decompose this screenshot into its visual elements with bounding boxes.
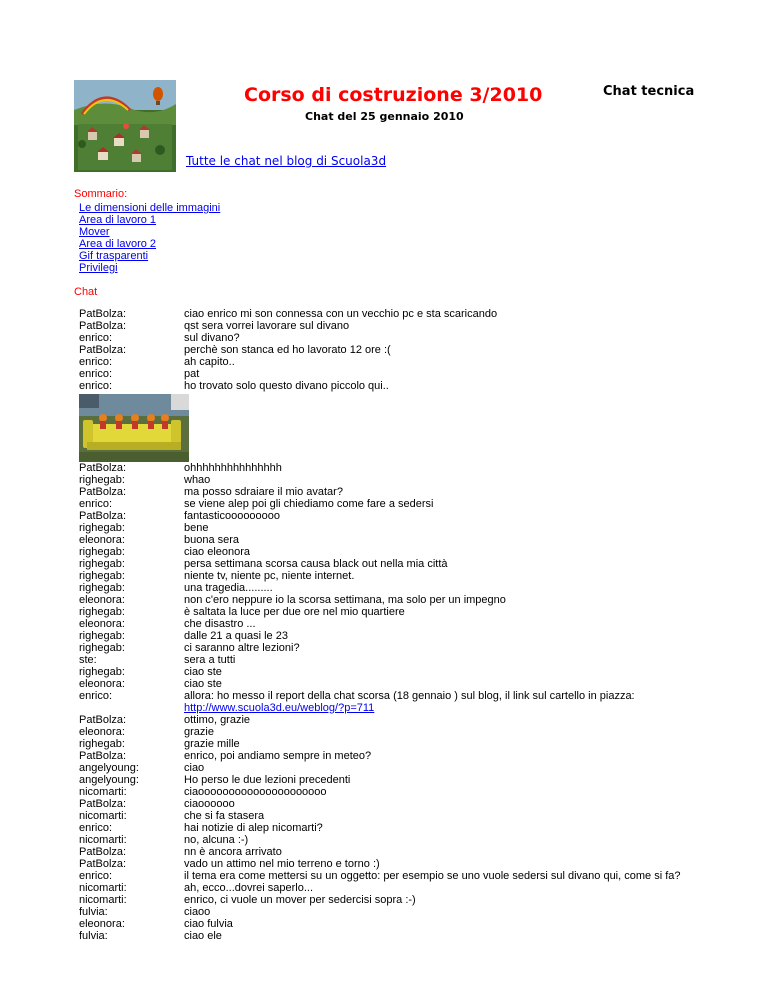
chat-text-content: il tema era come mettersi su un oggetto: per esempio se uno vuole sedersi sul divano qui, come si fa? xyxy=(184,870,681,882)
chat-nickname: righegab: xyxy=(79,738,125,750)
chat-message xyxy=(79,558,719,570)
chat-text xyxy=(184,822,323,834)
chat-nickname: enrico: xyxy=(79,822,113,834)
chat-text xyxy=(184,344,391,356)
summary-item xyxy=(79,226,220,238)
chat-text xyxy=(184,570,354,582)
chat-message xyxy=(79,762,719,774)
chat-message xyxy=(79,474,719,486)
sofa-screenshot-image xyxy=(79,394,189,462)
chat-text-content: sera a tutti xyxy=(184,654,236,666)
chat-block-after xyxy=(79,462,719,942)
chat-message xyxy=(79,822,719,834)
chat-text-content: se viene alep poi gli chiediamo come fare a sedersi xyxy=(184,498,434,510)
chat-text-content: ohhhhhhhhhhhhhhh xyxy=(184,462,282,474)
chat-text xyxy=(184,474,210,486)
chat-log xyxy=(79,308,719,942)
chat-message xyxy=(79,522,719,534)
chat-text xyxy=(184,714,250,726)
chat-nickname: PatBolza: xyxy=(79,486,127,498)
chat-text-content: ho trovato solo questo divano piccolo qui.. xyxy=(184,380,389,392)
chat-message xyxy=(79,320,719,332)
chat-nickname: enrico: xyxy=(79,380,113,392)
chat-text-content: ciaoo xyxy=(184,906,211,918)
chat-nickname: enrico: xyxy=(79,368,113,380)
chat-text-content: che si fa stasera xyxy=(184,810,265,822)
chat-text-content: enrico, ci vuole un mover per sedercisi sopra :-) xyxy=(184,894,416,906)
chat-nickname: nicomarti: xyxy=(79,882,127,894)
chat-text-content: non c'ero neppure io la scorsa settimana, ma solo per un impegno xyxy=(184,594,506,606)
chat-nickname: nicomarti: xyxy=(79,810,127,822)
chat-nickname: angelyoung: xyxy=(79,774,139,786)
chat-text-content: ciao enrico mi son connessa con un vecchio pc e sta scaricando xyxy=(184,308,498,320)
chat-text xyxy=(184,380,389,392)
chat-text-content: ciao ste xyxy=(184,666,222,678)
chat-message xyxy=(79,846,719,858)
chat-text xyxy=(184,558,448,570)
chat-text-content: è saltata la luce per due ore nel mio quartiere xyxy=(184,606,405,618)
chat-text xyxy=(184,498,433,510)
chat-block-before xyxy=(79,308,719,392)
chat-text-content: sul divano? xyxy=(184,332,240,344)
chat-nickname: eleonora: xyxy=(79,618,125,630)
chat-text xyxy=(184,690,635,714)
chat-nickname: enrico: xyxy=(79,332,113,344)
summary-link-work-area-1[interactable]: Area di lavoro 1 xyxy=(79,214,157,226)
chat-nickname: PatBolza: xyxy=(79,846,127,858)
chat-text xyxy=(184,846,282,858)
chat-text xyxy=(184,882,313,894)
chat-nickname: righegab: xyxy=(79,606,125,618)
chat-text-content: fantasticooooooooo xyxy=(184,510,281,522)
chat-nickname: nicomarti: xyxy=(79,894,127,906)
chat-message xyxy=(79,606,719,618)
chat-text xyxy=(184,618,256,630)
chat-nickname: angelyoung: xyxy=(79,762,139,774)
chat-nickname: ste: xyxy=(79,654,97,666)
chat-message xyxy=(79,930,719,942)
chat-text-content: allora: ho messo il report della chat scorsa (18 gennaio ) sul blog, il link sul cartello in piazza: xyxy=(184,690,635,702)
chat-text xyxy=(184,522,208,534)
chat-nickname: righegab: xyxy=(79,570,125,582)
chat-nickname: enrico: xyxy=(79,690,113,702)
chat-text xyxy=(184,918,233,930)
chat-message xyxy=(79,798,719,810)
chat-text xyxy=(184,510,280,522)
chat-message xyxy=(79,594,719,606)
chat-text-content: pat xyxy=(184,368,200,380)
chat-message xyxy=(79,630,719,642)
chat-nickname: righegab: xyxy=(79,642,125,654)
chat-nickname: PatBolza: xyxy=(79,462,127,474)
chat-message xyxy=(79,308,719,320)
chat-message xyxy=(79,368,719,380)
chat-text-content: grazie mille xyxy=(184,738,240,750)
chat-text-content: una tragedia......... xyxy=(184,582,273,594)
chat-text xyxy=(184,308,497,320)
chat-nickname: righegab: xyxy=(79,630,125,642)
chat-message xyxy=(79,714,719,726)
chat-message xyxy=(79,582,719,594)
chat-text-content: ci saranno altre lezioni? xyxy=(184,642,300,654)
chat-nickname: PatBolza: xyxy=(79,714,127,726)
chat-message xyxy=(79,918,719,930)
chat-nickname: PatBolza: xyxy=(79,308,127,320)
chat-text xyxy=(184,666,222,678)
chat-message xyxy=(79,666,719,678)
chat-text-content: persa settimana scorsa causa black out nella mia città xyxy=(184,558,448,570)
chat-text-content: dalle 21 a quasi le 23 xyxy=(184,630,288,642)
chat-message xyxy=(79,332,719,344)
chat-text-content: vado un attimo nel mio terreno e torno :) xyxy=(184,858,380,870)
chat-text-content: ciao eleonora xyxy=(184,546,251,558)
chat-text-content: ciao fulvia xyxy=(184,918,233,930)
chat-text xyxy=(184,834,248,846)
chat-nickname: righegab: xyxy=(79,474,125,486)
chat-heading: Chat xyxy=(74,286,98,298)
chat-text xyxy=(184,906,210,918)
summary-heading: Sommario: xyxy=(74,188,128,200)
chat-nickname: enrico: xyxy=(79,870,113,882)
chat-text xyxy=(184,486,343,498)
chat-message xyxy=(79,786,719,798)
chat-message xyxy=(79,750,719,762)
chat-text-content: Ho perso le due lezioni precedenti xyxy=(184,774,351,786)
summary-item xyxy=(79,250,220,262)
chat-text-content: ah, ecco...dovrei saperlo... xyxy=(184,882,314,894)
chat-nickname: enrico: xyxy=(79,498,113,510)
chat-message xyxy=(79,534,719,546)
chat-message xyxy=(79,570,719,582)
chat-message xyxy=(79,738,719,750)
chat-nickname: enrico: xyxy=(79,356,113,368)
summary-item xyxy=(79,238,220,250)
chat-message xyxy=(79,654,719,666)
chat-nickname: eleonora: xyxy=(79,678,125,690)
chat-text xyxy=(184,774,350,786)
chat-text-content: enrico, poi andiamo sempre in meteo? xyxy=(184,750,372,762)
summary-item xyxy=(79,262,220,274)
chat-nickname: PatBolza: xyxy=(79,510,127,522)
chat-nickname: PatBolza: xyxy=(79,750,127,762)
chat-text-content: buona sera xyxy=(184,534,240,546)
chat-nickname: eleonora: xyxy=(79,534,125,546)
chat-text-content: bene xyxy=(184,522,209,534)
chat-text xyxy=(184,810,264,822)
chat-report-link[interactable]: http://www.scuola3d.eu/weblog/?p=711 xyxy=(184,702,375,714)
chat-message xyxy=(79,380,719,392)
chat-text xyxy=(184,930,222,942)
chat-message xyxy=(79,618,719,630)
chat-text xyxy=(184,582,273,594)
summary-link-transparent-gif[interactable]: Gif trasparenti xyxy=(79,250,149,262)
chat-text xyxy=(184,606,405,618)
chat-text xyxy=(184,368,199,380)
chat-nickname: righegab: xyxy=(79,558,125,570)
summary-item xyxy=(79,214,220,226)
chat-text-content: perchè son stanca ed ho lavorato 12 ore :( xyxy=(184,344,391,356)
chat-nickname: eleonora: xyxy=(79,594,125,606)
chat-text-content: che disastro ... xyxy=(184,618,256,630)
chat-text xyxy=(184,762,204,774)
chat-message xyxy=(79,498,719,510)
chat-message xyxy=(79,774,719,786)
chat-message xyxy=(79,642,719,654)
summary-link-privileges[interactable]: Privilegi xyxy=(79,262,118,274)
chat-text-content: ciaooooooooooooooooooooo xyxy=(184,786,327,798)
summary-link-mover[interactable]: Mover xyxy=(79,226,110,238)
chat-text xyxy=(184,356,235,368)
chat-message xyxy=(79,486,719,498)
chat-text-content: ciao ele xyxy=(184,930,222,942)
chat-message xyxy=(79,834,719,846)
summary-link-image-sizes[interactable]: Le dimensioni delle immagini xyxy=(79,202,221,214)
chat-message xyxy=(79,810,719,822)
course-painting-image xyxy=(74,80,176,172)
chat-message xyxy=(79,894,719,906)
chat-nickname: righegab: xyxy=(79,522,125,534)
blog-chats-link[interactable]: Tutte le chat nel blog di Scuola3d xyxy=(186,154,387,168)
chat-text-content: no, alcuna :-) xyxy=(184,834,249,846)
chat-nickname: nicomarti: xyxy=(79,834,127,846)
chat-date-subtitle: Chat del 25 gennaio 2010 xyxy=(305,110,464,123)
chat-text xyxy=(184,738,240,750)
chat-text-content: ciao xyxy=(184,762,205,774)
chat-text-content: ottimo, grazie xyxy=(184,714,251,726)
chat-text-content: ma posso sdraiare il mio avatar? xyxy=(184,486,343,498)
chat-text xyxy=(184,726,214,738)
summary-item xyxy=(79,202,220,214)
page-title: Corso di costruzione 3/2010 xyxy=(244,84,543,106)
chat-nickname: PatBolza: xyxy=(79,320,127,332)
chat-text xyxy=(184,630,288,642)
summary-list xyxy=(79,202,220,274)
chat-message xyxy=(79,546,719,558)
chat-text xyxy=(184,654,235,666)
chat-nickname: PatBolza: xyxy=(79,344,127,356)
chat-type-label: Chat tecnica xyxy=(603,84,695,99)
chat-message xyxy=(79,344,719,356)
chat-nickname: righegab: xyxy=(79,546,125,558)
chat-message xyxy=(79,510,719,522)
chat-message xyxy=(79,690,719,714)
chat-message xyxy=(79,462,719,474)
chat-text-content: ah capito.. xyxy=(184,356,235,368)
summary-link-work-area-2[interactable]: Area di lavoro 2 xyxy=(79,238,157,250)
chat-nickname: fulvia: xyxy=(79,906,108,918)
chat-text xyxy=(184,320,349,332)
chat-message xyxy=(79,726,719,738)
chat-text xyxy=(184,678,222,690)
chat-nickname: PatBolza: xyxy=(79,858,127,870)
chat-nickname: nicomarti: xyxy=(79,786,127,798)
chat-text xyxy=(184,894,416,906)
chat-text xyxy=(184,798,235,810)
chat-text xyxy=(184,546,250,558)
chat-text-content: niente tv, niente pc, niente internet. xyxy=(184,570,355,582)
chat-text xyxy=(184,594,506,606)
chat-message xyxy=(79,858,719,870)
chat-text xyxy=(184,750,371,762)
chat-message xyxy=(79,906,719,918)
chat-nickname: PatBolza: xyxy=(79,798,127,810)
chat-message xyxy=(79,678,719,690)
chat-message xyxy=(79,356,719,368)
chat-text xyxy=(184,858,380,870)
chat-text-content: qst sera vorrei lavorare sul divano xyxy=(184,320,350,332)
chat-text-content: ciaoooooo xyxy=(184,798,235,810)
chat-text-content: grazie xyxy=(184,726,214,738)
chat-text-content: whao xyxy=(184,474,211,486)
chat-text-content: ciao ste xyxy=(184,678,222,690)
chat-text-content: nn è ancora arrivato xyxy=(184,846,282,858)
chat-nickname: fulvia: xyxy=(79,930,108,942)
chat-text xyxy=(184,642,300,654)
chat-message xyxy=(79,870,719,882)
chat-text xyxy=(184,786,327,798)
chat-text xyxy=(184,870,680,882)
chat-message xyxy=(79,882,719,894)
chat-text xyxy=(184,462,282,474)
chat-text-content: hai notizie di alep nicomarti? xyxy=(184,822,323,834)
chat-nickname: righegab: xyxy=(79,582,125,594)
chat-nickname: eleonora: xyxy=(79,918,125,930)
chat-nickname: righegab: xyxy=(79,666,125,678)
chat-text xyxy=(184,534,239,546)
chat-text xyxy=(184,332,240,344)
chat-nickname: eleonora: xyxy=(79,726,125,738)
